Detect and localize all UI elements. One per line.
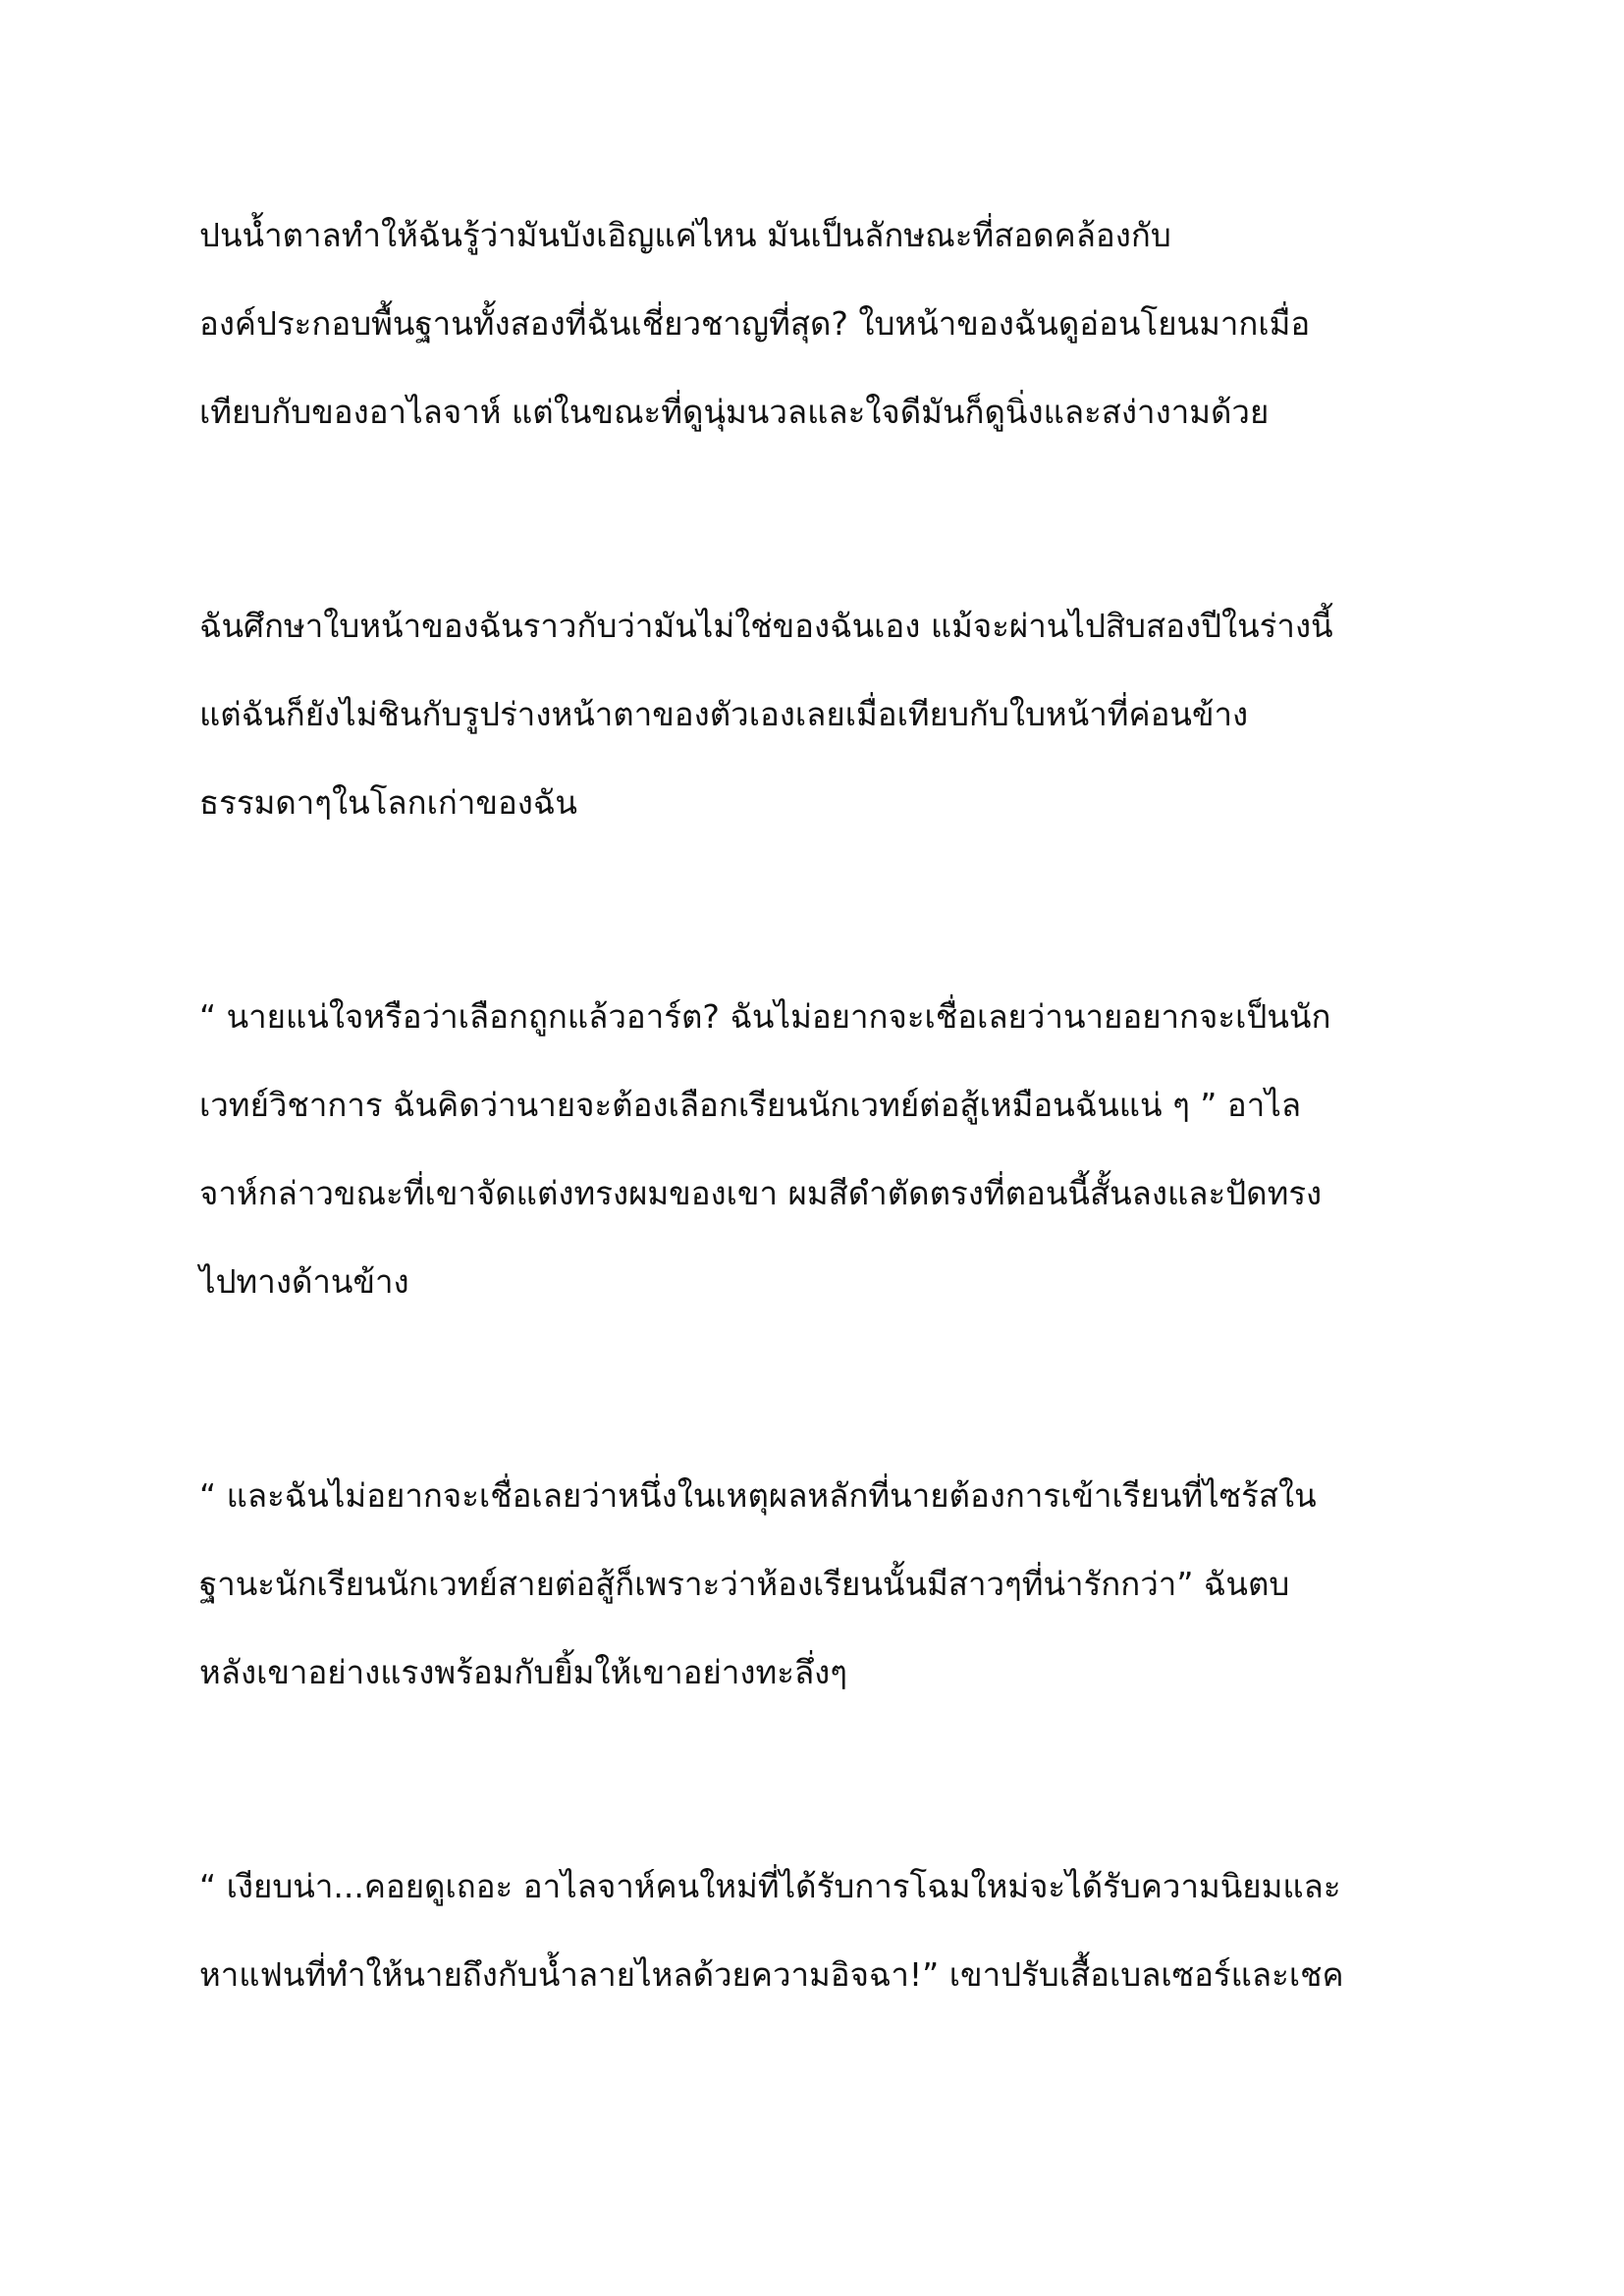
paragraph-4-line-2: ฐานะนักเรียนนักเวทย์สายต่อสู้ก็เพราะว่าห้องเรียนนั้นมีสาวๆที่น่ารักกว่า” ฉันตบ bbox=[199, 1565, 1290, 1603]
paragraph-3-line-1: “ นายแน่ใจหรือว่าเลือกถูกแล้วอาร์ต? ฉันไม่อยากจะเชื่อเลยว่านายอยากจะเป็นนัก bbox=[199, 997, 1331, 1036]
paragraph-3-line-4: ไปทางด้านข้าง bbox=[199, 1262, 409, 1301]
paragraph-3-line-2: เวทย์วิชาการ ฉันคิดว่านายจะต้องเลือกเรียนนักเวทย์ต่อสู้เหมือนฉันแน่ ๆ ” อาไล bbox=[199, 1086, 1302, 1124]
paragraph-2-line-1: ฉันศึกษาใบหน้าของฉันราวกับว่ามันไม่ใช่ของฉันเอง แม้จะผ่านไปสิบสองปีในร่างนี้ bbox=[199, 607, 1333, 645]
paragraph-5-line-1: “ เงียบน่า...คอยดูเถอะ อาไลจาห์คนใหม่ที่ได้รับการโฉมใหม่จะได้รับความนิยมและ bbox=[199, 1867, 1341, 1905]
paragraph-1-line-3: เทียบกับของอาไลจาห์ แต่ในขณะที่ดูนุ่มนวลและใจดีมันก็ดูนิ่งและสง่างามด้วย bbox=[199, 393, 1270, 431]
paragraph-1-line-1: ปนน้ำตาลทำให้ฉันรู้ว่ามันบังเอิญแค่ไหน มันเป็นลักษณะที่สอดคล้องกับ bbox=[199, 216, 1171, 254]
paragraph-4-line-3: หลังเขาอย่างแรงพร้อมกับยิ้มให้เขาอย่างทะลึ่งๆ bbox=[199, 1653, 847, 1691]
paragraph-2-line-3: ธรรมดาๆในโลกเก่าของฉัน bbox=[199, 783, 577, 822]
paragraph-4-line-1: “ และฉันไม่อยากจะเชื่อเลยว่าหนึ่งในเหตุผลหลักที่นายต้องการเข้าเรียนที่ไซร้สใน bbox=[199, 1476, 1317, 1515]
paragraph-2-line-2: แต่ฉันก็ยังไม่ชินกับรูปร่างหน้าตาของตัวเองเลยเมื่อเทียบกับใบหน้าที่ค่อนข้าง bbox=[199, 695, 1249, 733]
paragraph-5-line-2: หาแฟนที่ทำให้นายถึงกับน้ำลายไหลด้วยความอิจฉา!” เขาปรับเสื้อเบลเซอร์และเชค bbox=[199, 1955, 1344, 1994]
paragraph-1-line-2: องค์ประกอบพื้นฐานทั้งสองที่ฉันเชี่ยวชาญที่สุด? ใบหน้าของฉันดูอ่อนโยนมากเมื่อ bbox=[199, 304, 1311, 343]
paragraph-3-line-3: จาห์กล่าวขณะที่เขาจัดแต่งทรงผมของเขา ผมสีดำตัดตรงที่ตอนนี้สั้นลงและปัดทรง bbox=[199, 1174, 1323, 1212]
